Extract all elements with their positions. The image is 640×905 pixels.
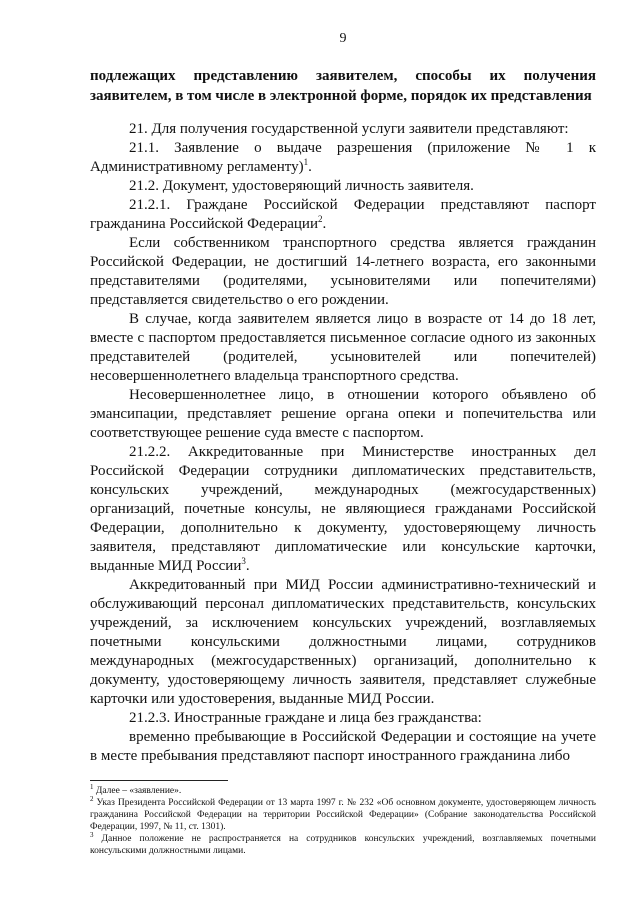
paragraph: Если собственником транспортного средства является гражданин Российской Федерации, не достигший 14-летнего возраста, его законными представителями (родителями, усыновителями или попечителями) представляется свидетельство о его рождении.: [90, 235, 596, 308]
footnotes: [90, 782, 596, 857]
paragraph: В случае, когда заявителем является лицо в возрасте от 14 до 18 лет, вместе с паспортом предоставляется письменное согласие одного из законных представителей (родителей, усыновителей или попечителей) несовершеннолетнего владельца транспортного средства.: [90, 311, 596, 384]
paragraph: Несовершеннолетнее лицо, в отношении которого объявлено об эмансипации, представляет решение органа опеки и попечительства или соответствующее решение суда вместе с паспортом.: [90, 387, 596, 441]
footnote-ref: 1: [303, 157, 309, 167]
paragraph: Аккредитованный при МИД России административно-технический и обслуживающий персонал дипломатических представительств, консульских учреждений, за исключением консульских учреждений, возглавляемых почетными консульскими должностными лицами, сотрудников международных (межгосударственных) организаций, дополнительно к документу, удостоверяющему личность заявителя, представляет служебные карточки или удостоверения, выданные МИД России.: [90, 577, 596, 707]
footnote: $^3$ Данное положение не распространяется на сотрудников консульских учреждений, возглавляемых почетными консульскими должностными лицами.: [90, 830, 596, 856]
document-page: [90, 30, 596, 857]
paragraph: 21.1. Заявление о выдаче разрешения (приложение № 1 к Административному регламенту)$^1$.: [90, 140, 596, 175]
paragraph: 21. Для получения государственной услуги заявители представляют:: [129, 121, 569, 137]
page-number: 9: [339, 31, 347, 46]
footnote: $^2$ Указ Президента Российской Федерации от 13 марта 1997 г. № 232 «Об основном документе, удостоверяющем личность гражданина Российской Федерации на территории Российской Федерации» (Собрание законодательства Российской Федерации, 1997, № 11, ст. 1301).: [90, 794, 596, 832]
footnote-ref: 3: [241, 556, 246, 566]
section-heading: подлежащих представлению заявителем, способы их получения заявителем, в том числе в электронной форме, порядок их представления: [90, 68, 596, 104]
footnote-ref: 2: [317, 214, 323, 224]
paragraph: 21.2.3. Иностранные граждане и лица без гражданства:: [129, 710, 482, 726]
paragraph: 21.2.2. Аккредитованные при Министерстве иностранных дел Российской Федерации сотрудники дипломатических представительств, консульских учреждений, международных (межгосударственных) организаций, почетные консулы, не являющиеся гражданами Российской Федерации, дополнительно к документу, удостоверяющему личность заявителя, представляют дипломатические или консульские карточки, выданные МИД России$^3$.: [90, 444, 596, 574]
footnote-divider: [90, 780, 228, 781]
paragraph: 21.2. Документ, удостоверяющий личность заявителя.: [129, 178, 474, 194]
document-body: [90, 120, 596, 766]
footnote: $^1$ Далее – «заявление».: [90, 782, 182, 796]
paragraph: 21.2.1. Граждане Российской Федерации представляют паспорт гражданина Российской Федерации$^2$.: [90, 197, 596, 232]
paragraph: временно пребывающие в Российской Федерации и состоящие на учете в месте пребывания представляют паспорт иностранного гражданина либо: [90, 729, 596, 764]
